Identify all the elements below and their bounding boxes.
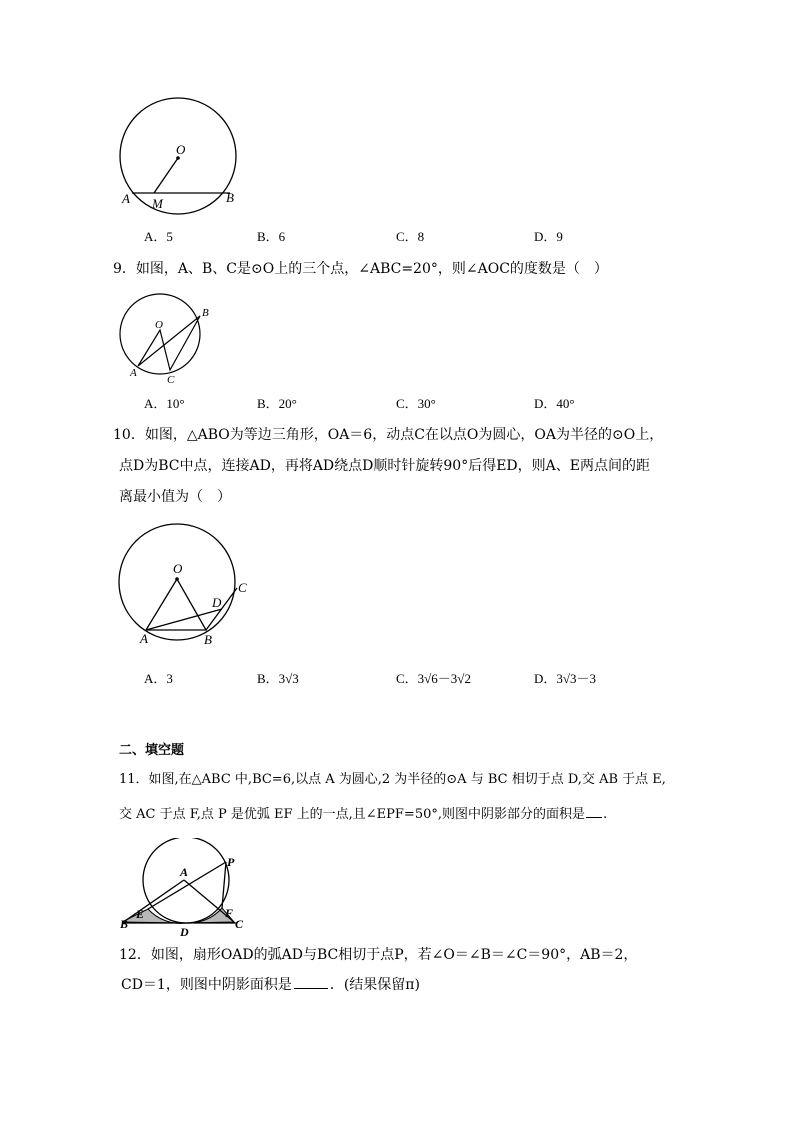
q8-options — [144, 227, 704, 247]
q9-label-a: A — [130, 367, 137, 379]
q10-option-d: D．3√3－3 — [534, 671, 597, 686]
q10-option-b: B．3√3 — [257, 671, 299, 686]
q8-label-o: O — [176, 142, 186, 157]
q11-label-a: A — [180, 865, 189, 879]
q10-stem-line-2: 点D为BC中点，连接AD，再将AD绕点D顺时针旋转90°后得ED，则A、E两点间的距 — [119, 458, 650, 474]
q10-options — [144, 669, 704, 689]
q12-answer-blank — [294, 976, 328, 989]
q9-label-c: C — [167, 374, 175, 386]
q10-option-c: C．3√6－3√2 — [396, 671, 471, 686]
q9-option-d: D．40° — [534, 396, 575, 411]
q10-stem-line-1: 10．如图，△ABO为等边三角形，OA＝6，动点C在以点O为圆心，OA为半径的⊙O上， — [113, 427, 664, 443]
q10-figure — [110, 518, 260, 653]
q11-label-f: F — [225, 906, 234, 920]
q12-stem-line-1: 12．如图，扇形OAD的弧AD与BC相切于点P，若∠O＝∠B＝∠C＝90°，AB＝2， — [119, 947, 638, 963]
q10-center-dot — [175, 577, 179, 581]
q9-option-a: A．10° — [144, 396, 185, 411]
q10-stem-line-3: 离最小值为（ ） — [119, 489, 231, 505]
q11-answer-blank — [586, 805, 602, 818]
q8-option-d: D．9 — [534, 229, 563, 244]
q11-label-p: P — [227, 855, 235, 869]
q9-option-c: C．30° — [396, 396, 436, 411]
q9-label-b: B — [202, 307, 209, 319]
q8-option-a: A．5 — [144, 229, 173, 244]
q11-circle — [143, 838, 229, 923]
q11-stem-end: . — [603, 807, 608, 822]
q11-label-c: C — [235, 917, 244, 931]
q10-label-c: C — [238, 580, 247, 595]
q11-label-b: B — [120, 917, 129, 931]
q9-circle — [120, 294, 200, 374]
q10-label-d: D — [212, 595, 222, 610]
q12-stem-tail: ．(结果保留π) — [329, 977, 420, 993]
q10-option-a: A．3 — [144, 671, 173, 686]
q11-stem-text: 交 AC 于点 F,点 P 是优弧 EF 上的一点,且∠EPF=50°,则图中阴影部分的面积是 — [119, 807, 585, 822]
q12-stem-line-2 — [121, 975, 420, 995]
q9-figure — [110, 290, 220, 390]
q11-label-e: E — [136, 907, 145, 921]
q8-segment-om — [154, 158, 178, 193]
q11-figure — [110, 838, 260, 938]
q12-stem-text: CD＝1，则图中阴影面积是 — [121, 977, 292, 993]
q8-label-m: M — [152, 196, 163, 211]
q10-circle — [119, 524, 235, 640]
q8-label-a: A — [122, 191, 130, 206]
q8-label-b: B — [226, 190, 234, 205]
q10-label-a: A — [140, 631, 148, 646]
q8-option-c: C．8 — [396, 229, 425, 244]
q9-label-o: O — [155, 319, 163, 331]
q8-option-b: B．6 — [257, 229, 286, 244]
q8-figure — [110, 92, 250, 222]
q11-stem-line-1: 11．如图,在△ABC 中,BC=6,以点 A 为圆心,2 为半径的⊙A 与 BC 相切于点 D,交 AB 于点 E, — [119, 772, 666, 787]
q10-label-b: B — [204, 632, 212, 647]
q9-segments — [138, 316, 200, 370]
q9-options — [144, 394, 704, 414]
q10-label-o: O — [173, 561, 183, 576]
q11-stem-line-2 — [119, 805, 607, 825]
q9-stem: 9．如图，A、B、C是⊙O上的三个点，∠ABC=20°，则∠AOC的度数是（ ） — [113, 261, 608, 277]
q11-label-d: D — [180, 925, 189, 938]
q9-option-b: B．20° — [257, 396, 297, 411]
section-title: 二、填空题 — [119, 743, 185, 758]
